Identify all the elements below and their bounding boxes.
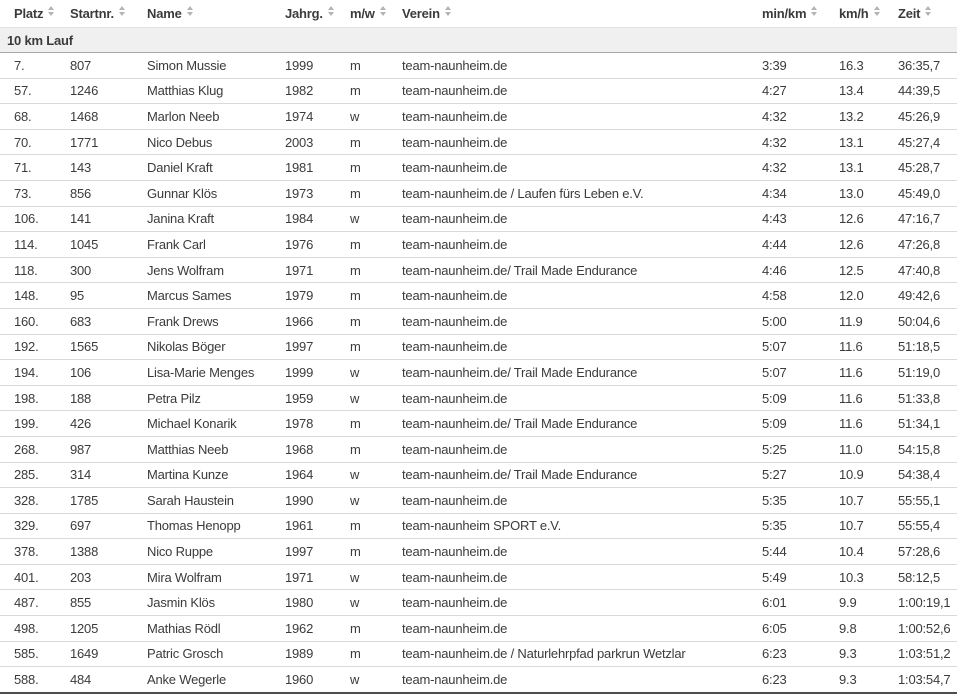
table-row [0,180,957,206]
cell-jahrg: 1976 [285,232,350,258]
cell-zeit: 55:55,4 [898,513,957,539]
cell-verein: team-naunheim.de [402,667,762,693]
cell-kmh: 12.6 [839,232,898,258]
cell-startnr: 95 [70,283,147,309]
sort-updown-icon [328,6,334,16]
cell-jahrg: 1980 [285,590,350,616]
cell-mw: m [350,283,402,309]
cell-verein: team-naunheim.de [402,78,762,104]
cell-zeit: 55:55,1 [898,488,957,514]
cell-startnr: 855 [70,590,147,616]
cell-minkm: 5:09 [762,411,839,437]
cell-name: Lisa-Marie Menges [147,360,285,386]
cell-minkm: 3:39 [762,53,839,79]
cell-kmh: 13.2 [839,104,898,130]
cell-jahrg: 1959 [285,385,350,411]
cell-minkm: 5:49 [762,564,839,590]
cell-platz: 378. [0,539,70,565]
column-header-verein[interactable] [402,0,762,28]
cell-zeit: 47:26,8 [898,232,957,258]
sort-updown-icon [445,6,451,16]
cell-platz: 328. [0,488,70,514]
cell-startnr: 1785 [70,488,147,514]
cell-mw: m [350,641,402,667]
cell-zeit: 44:39,5 [898,78,957,104]
cell-platz: 71. [0,155,70,181]
cell-platz: 285. [0,462,70,488]
column-header-label: Platz [14,6,44,21]
cell-jahrg: 1978 [285,411,350,437]
column-header-kmh[interactable] [839,0,898,28]
cell-platz: 68. [0,104,70,130]
cell-startnr: 807 [70,53,147,79]
cell-mw: w [350,590,402,616]
cell-verein: team-naunheim SPORT e.V. [402,513,762,539]
table-row [0,334,957,360]
cell-mw: m [350,53,402,79]
cell-startnr: 683 [70,308,147,334]
cell-platz: 118. [0,257,70,283]
cell-jahrg: 1997 [285,539,350,565]
cell-mw: m [350,513,402,539]
cell-zeit: 45:27,4 [898,129,957,155]
cell-jahrg: 1964 [285,462,350,488]
table-row [0,616,957,642]
table-row [0,564,957,590]
cell-minkm: 4:32 [762,104,839,130]
cell-mw: w [350,564,402,590]
table-row [0,308,957,334]
column-header-startnr[interactable] [70,0,147,28]
cell-minkm: 4:32 [762,155,839,181]
table-row [0,53,957,79]
cell-jahrg: 1999 [285,53,350,79]
table-row [0,206,957,232]
cell-zeit: 49:42,6 [898,283,957,309]
cell-jahrg: 1984 [285,206,350,232]
section-title: 10 km Lauf [0,28,957,53]
cell-mw: m [350,155,402,181]
table-row [0,129,957,155]
cell-kmh: 9.9 [839,590,898,616]
cell-name: Sarah Haustein [147,488,285,514]
cell-kmh: 10.7 [839,513,898,539]
cell-startnr: 697 [70,513,147,539]
cell-platz: 199. [0,411,70,437]
cell-startnr: 203 [70,564,147,590]
table-row [0,411,957,437]
cell-kmh: 13.1 [839,155,898,181]
cell-verein: team-naunheim.de [402,155,762,181]
table-row [0,283,957,309]
cell-startnr: 314 [70,462,147,488]
cell-kmh: 12.6 [839,206,898,232]
cell-minkm: 5:44 [762,539,839,565]
cell-jahrg: 1997 [285,334,350,360]
cell-zeit: 47:16,7 [898,206,957,232]
cell-name: Jasmin Klös [147,590,285,616]
column-header-jahrg[interactable] [285,0,350,28]
cell-zeit: 1:03:51,2 [898,641,957,667]
cell-name: Daniel Kraft [147,155,285,181]
sort-updown-icon [187,6,193,16]
cell-mw: w [350,360,402,386]
cell-minkm: 5:09 [762,385,839,411]
cell-platz: 70. [0,129,70,155]
cell-zeit: 50:04,6 [898,308,957,334]
cell-kmh: 13.1 [839,129,898,155]
cell-platz: 268. [0,436,70,462]
cell-jahrg: 1973 [285,180,350,206]
cell-name: Matthias Klug [147,78,285,104]
cell-startnr: 188 [70,385,147,411]
cell-verein: team-naunheim.de [402,334,762,360]
cell-verein: team-naunheim.de / Laufen fürs Leben e.V. [402,180,762,206]
cell-name: Anke Wegerle [147,667,285,693]
cell-minkm: 4:27 [762,78,839,104]
cell-startnr: 1388 [70,539,147,565]
table-row [0,513,957,539]
cell-zeit: 54:38,4 [898,462,957,488]
cell-verein: team-naunheim.de/ Trail Made Endurance [402,462,762,488]
cell-kmh: 11.0 [839,436,898,462]
cell-name: Simon Mussie [147,53,285,79]
cell-kmh: 10.3 [839,564,898,590]
cell-kmh: 12.5 [839,257,898,283]
cell-verein: team-naunheim.de [402,564,762,590]
cell-jahrg: 1960 [285,667,350,693]
cell-jahrg: 1971 [285,257,350,283]
cell-name: Nico Debus [147,129,285,155]
cell-zeit: 51:33,8 [898,385,957,411]
cell-startnr: 1565 [70,334,147,360]
table-row [0,667,957,693]
table-row [0,78,957,104]
cell-zeit: 45:26,9 [898,104,957,130]
column-header-label: Jahrg. [285,6,323,21]
table-row [0,104,957,130]
cell-kmh: 9.3 [839,641,898,667]
cell-name: Martina Kunze [147,462,285,488]
cell-verein: team-naunheim.de [402,129,762,155]
cell-mw: w [350,206,402,232]
cell-verein: team-naunheim.de [402,436,762,462]
cell-minkm: 6:23 [762,667,839,693]
cell-platz: 57. [0,78,70,104]
cell-startnr: 1468 [70,104,147,130]
sort-updown-icon [380,6,386,16]
cell-startnr: 106 [70,360,147,386]
cell-mw: w [350,667,402,693]
cell-zeit: 47:40,8 [898,257,957,283]
sort-updown-icon [874,6,880,16]
cell-platz: 329. [0,513,70,539]
cell-zeit: 51:18,5 [898,334,957,360]
cell-minkm: 5:35 [762,488,839,514]
table-row [0,539,957,565]
table-row [0,360,957,386]
table-row [0,436,957,462]
table-row [0,488,957,514]
cell-platz: 585. [0,641,70,667]
cell-kmh: 9.3 [839,667,898,693]
cell-mw: m [350,334,402,360]
section-row [0,28,957,53]
cell-verein: team-naunheim.de/ Trail Made Endurance [402,257,762,283]
cell-startnr: 300 [70,257,147,283]
cell-platz: 401. [0,564,70,590]
cell-platz: 114. [0,232,70,258]
cell-jahrg: 1989 [285,641,350,667]
column-header-label: m/w [350,6,375,21]
cell-mw: w [350,462,402,488]
cell-name: Nikolas Böger [147,334,285,360]
cell-name: Nico Ruppe [147,539,285,565]
cell-startnr: 1246 [70,78,147,104]
cell-mw: w [350,385,402,411]
cell-jahrg: 1968 [285,436,350,462]
cell-verein: team-naunheim.de [402,539,762,565]
table-row [0,257,957,283]
cell-kmh: 9.8 [839,616,898,642]
cell-jahrg: 1981 [285,155,350,181]
cell-platz: 148. [0,283,70,309]
column-header-minkm[interactable] [762,0,839,28]
column-header-label: Verein [402,6,440,21]
cell-startnr: 1771 [70,129,147,155]
cell-mw: m [350,539,402,565]
cell-minkm: 5:07 [762,334,839,360]
cell-kmh: 10.4 [839,539,898,565]
cell-zeit: 1:00:52,6 [898,616,957,642]
table-header-row [0,0,957,28]
cell-verein: team-naunheim.de [402,206,762,232]
cell-name: Marcus Sames [147,283,285,309]
cell-name: Jens Wolfram [147,257,285,283]
cell-platz: 73. [0,180,70,206]
cell-mw: m [350,180,402,206]
cell-zeit: 57:28,6 [898,539,957,565]
cell-kmh: 13.0 [839,180,898,206]
cell-mw: m [350,232,402,258]
table-row [0,385,957,411]
cell-verein: team-naunheim.de [402,308,762,334]
cell-name: Janina Kraft [147,206,285,232]
cell-minkm: 4:58 [762,283,839,309]
cell-name: Mira Wolfram [147,564,285,590]
column-header-name[interactable] [147,0,285,28]
column-header-label: Startnr. [70,6,114,21]
cell-jahrg: 1961 [285,513,350,539]
column-header-label: min/km [762,6,807,21]
cell-mw: m [350,616,402,642]
cell-startnr: 1649 [70,641,147,667]
column-header-mw[interactable] [350,0,402,28]
cell-kmh: 11.6 [839,411,898,437]
cell-verein: team-naunheim.de [402,616,762,642]
cell-verein: team-naunheim.de [402,104,762,130]
cell-minkm: 4:44 [762,232,839,258]
cell-startnr: 484 [70,667,147,693]
cell-zeit: 45:28,7 [898,155,957,181]
table-row [0,641,957,667]
column-header-platz[interactable] [0,0,70,28]
cell-verein: team-naunheim.de [402,385,762,411]
cell-verein: team-naunheim.de [402,590,762,616]
cell-startnr: 426 [70,411,147,437]
cell-jahrg: 1962 [285,616,350,642]
cell-startnr: 141 [70,206,147,232]
cell-zeit: 51:19,0 [898,360,957,386]
cell-kmh: 10.7 [839,488,898,514]
cell-platz: 498. [0,616,70,642]
cell-zeit: 58:12,5 [898,564,957,590]
cell-minkm: 5:27 [762,462,839,488]
sort-updown-icon [119,6,125,16]
cell-minkm: 4:46 [762,257,839,283]
cell-kmh: 11.6 [839,385,898,411]
cell-startnr: 1205 [70,616,147,642]
table-row [0,462,957,488]
cell-kmh: 13.4 [839,78,898,104]
sort-updown-icon [811,6,817,16]
cell-minkm: 4:32 [762,129,839,155]
cell-platz: 7. [0,53,70,79]
cell-jahrg: 2003 [285,129,350,155]
cell-mw: w [350,104,402,130]
sort-updown-icon [925,6,931,16]
cell-platz: 198. [0,385,70,411]
cell-zeit: 51:34,1 [898,411,957,437]
cell-kmh: 12.0 [839,283,898,309]
cell-kmh: 16.3 [839,53,898,79]
cell-verein: team-naunheim.de [402,232,762,258]
cell-zeit: 1:00:19,1 [898,590,957,616]
column-header-label: km/h [839,6,869,21]
cell-zeit: 45:49,0 [898,180,957,206]
cell-platz: 487. [0,590,70,616]
cell-platz: 194. [0,360,70,386]
cell-verein: team-naunheim.de [402,283,762,309]
cell-minkm: 6:23 [762,641,839,667]
cell-startnr: 987 [70,436,147,462]
cell-name: Matthias Neeb [147,436,285,462]
cell-jahrg: 1979 [285,283,350,309]
cell-jahrg: 1974 [285,104,350,130]
cell-minkm: 6:05 [762,616,839,642]
cell-platz: 160. [0,308,70,334]
cell-platz: 588. [0,667,70,693]
cell-jahrg: 1966 [285,308,350,334]
cell-mw: m [350,78,402,104]
column-header-label: Zeit [898,6,921,21]
cell-name: Mathias Rödl [147,616,285,642]
cell-mw: w [350,488,402,514]
cell-name: Michael Konarik [147,411,285,437]
cell-name: Petra Pilz [147,385,285,411]
cell-verein: team-naunheim.de [402,53,762,79]
cell-jahrg: 1971 [285,564,350,590]
cell-mw: m [350,257,402,283]
cell-zeit: 36:35,7 [898,53,957,79]
cell-startnr: 1045 [70,232,147,258]
cell-minkm: 5:25 [762,436,839,462]
cell-startnr: 143 [70,155,147,181]
cell-kmh: 11.6 [839,360,898,386]
cell-mw: m [350,308,402,334]
cell-jahrg: 1990 [285,488,350,514]
cell-minkm: 6:01 [762,590,839,616]
cell-mw: m [350,411,402,437]
cell-name: Gunnar Klös [147,180,285,206]
cell-startnr: 856 [70,180,147,206]
cell-name: Thomas Henopp [147,513,285,539]
cell-verein: team-naunheim.de/ Trail Made Endurance [402,360,762,386]
table-row [0,590,957,616]
cell-jahrg: 1982 [285,78,350,104]
cell-zeit: 1:03:54,7 [898,667,957,693]
cell-kmh: 10.9 [839,462,898,488]
cell-zeit: 54:15,8 [898,436,957,462]
cell-name: Patric Grosch [147,641,285,667]
cell-platz: 106. [0,206,70,232]
column-header-zeit[interactable] [898,0,957,28]
cell-name: Frank Drews [147,308,285,334]
cell-verein: team-naunheim.de / Naturlehrpfad parkrun Wetzlar [402,641,762,667]
cell-minkm: 4:43 [762,206,839,232]
cell-verein: team-naunheim.de/ Trail Made Endurance [402,411,762,437]
cell-name: Marlon Neeb [147,104,285,130]
cell-minkm: 4:34 [762,180,839,206]
cell-name: Frank Carl [147,232,285,258]
cell-minkm: 5:07 [762,360,839,386]
cell-kmh: 11.9 [839,308,898,334]
cell-verein: team-naunheim.de [402,488,762,514]
column-header-label: Name [147,6,182,21]
cell-kmh: 11.6 [839,334,898,360]
cell-mw: m [350,436,402,462]
cell-jahrg: 1999 [285,360,350,386]
cell-minkm: 5:35 [762,513,839,539]
cell-minkm: 5:00 [762,308,839,334]
sort-updown-icon [48,6,54,16]
cell-platz: 192. [0,334,70,360]
table-row [0,232,957,258]
table-row [0,155,957,181]
cell-mw: m [350,129,402,155]
